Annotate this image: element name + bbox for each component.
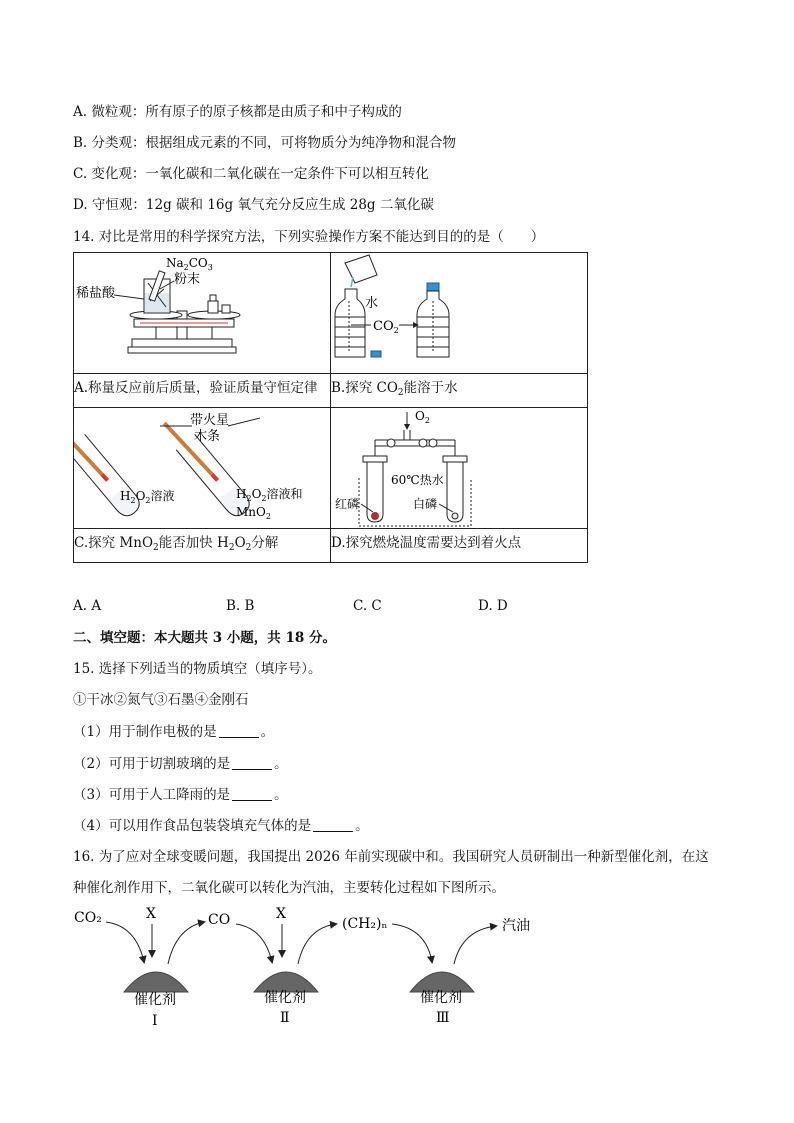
q14-options bbox=[73, 598, 573, 618]
q15-item-3: （3）可用于人工降雨的是 。 bbox=[73, 787, 288, 803]
catalyst-dome-1 bbox=[124, 972, 188, 992]
label-o2: $O_2$ bbox=[415, 409, 430, 425]
label-h2o2-solution: $H_2O_2$溶液 bbox=[120, 489, 175, 505]
catalyst-process-diagram bbox=[60, 900, 580, 1030]
bottle-figure bbox=[331, 253, 531, 373]
q13-option-c: C. 变化观：一氧化碳和二氧化碳在一定条件下可以相互转化 bbox=[73, 166, 429, 182]
cell-d-figure bbox=[331, 408, 588, 529]
q13-option-d: D. 守恒观：12g 碳和 16g 氧气充分反应生成 28g 二氧化碳 bbox=[73, 197, 434, 213]
section-heading: 二、填空题：本大题共 3 小题，共 18 分。 bbox=[73, 630, 336, 646]
cell-c-figure bbox=[74, 408, 331, 529]
label-x-2: X bbox=[276, 906, 286, 922]
label-roman-3: Ⅲ bbox=[436, 1010, 450, 1026]
label-white-phosphorus: 白磷 bbox=[413, 497, 438, 511]
test-tube-figure bbox=[74, 408, 330, 532]
label-co2: $CO_2$ bbox=[373, 319, 399, 335]
label-catalyst-1: 催化剂 bbox=[134, 992, 176, 1008]
q15-stem: 15. 选择下列适当的物质填空（填序号）。 bbox=[73, 661, 322, 677]
label-red-phosphorus: 红磷 bbox=[335, 497, 360, 511]
label-mno2: MnO$_2$ bbox=[236, 505, 271, 521]
q15-item-1: （1）用于制作电极的是 。 bbox=[73, 724, 275, 740]
q14-option-a[interactable]: A. A bbox=[73, 598, 102, 614]
label-catalyst-3: 催化剂 bbox=[420, 990, 462, 1006]
label-splint-2: 木条 bbox=[194, 429, 221, 444]
cell-a-figure bbox=[74, 253, 331, 374]
q15-substances: ①干冰②氮气③石墨④金刚石 bbox=[73, 692, 249, 708]
label-roman-2: Ⅱ bbox=[280, 1010, 290, 1026]
catalyst-dome-3 bbox=[410, 972, 474, 992]
label-h2o2-and: $H_2O_2$溶液和 bbox=[236, 487, 303, 503]
label-catalyst-2: 催化剂 bbox=[264, 990, 306, 1006]
label-dilute-hcl: 稀盐酸 bbox=[76, 286, 116, 301]
q13-option-b: B. 分类观：根据组成元素的不同，可将物质分为纯净物和混合物 bbox=[73, 135, 457, 151]
answer-blank[interactable] bbox=[232, 787, 272, 801]
cell-b-caption: B.探究 $CO_2$能溶于水 bbox=[331, 374, 588, 408]
combustion-figure bbox=[331, 408, 531, 532]
balance-figure bbox=[74, 253, 330, 373]
label-hot-water: 60℃热水 bbox=[391, 473, 444, 487]
answer-blank[interactable] bbox=[313, 818, 353, 832]
label-co: CO bbox=[208, 912, 231, 928]
label-powder: 粉末 bbox=[174, 272, 201, 287]
q14-experiment-table bbox=[73, 252, 588, 563]
label-splint-1: 带火星 bbox=[190, 413, 230, 428]
q15-item-4: （4）可以用作食品包装袋填充气体的是 。 bbox=[73, 818, 369, 834]
cell-a-caption: A.称量反应前后质量，验证质量守恒定律 bbox=[74, 374, 331, 408]
q14-option-c[interactable]: C. C bbox=[353, 598, 382, 614]
q14-option-b[interactable]: B. B bbox=[226, 598, 255, 614]
cell-b-figure bbox=[331, 253, 588, 374]
label-gasoline: 汽油 bbox=[502, 918, 530, 934]
answer-blank[interactable] bbox=[232, 756, 272, 770]
q15-item-2: （2）可用于切割玻璃的是 。 bbox=[73, 756, 288, 772]
catalyst-dome-2 bbox=[254, 972, 318, 992]
cell-c-caption: C.探究 MnO$_2$能否加快 $H_2O_2$分解 bbox=[74, 529, 331, 563]
label-roman-1: Ⅰ bbox=[152, 1013, 158, 1029]
q16-line-1: 16. 为了应对全球变暖问题，我国提出 2026 年前实现碳中和。我国研究人员研制出一种新型催化剂，在这 bbox=[73, 849, 709, 865]
label-water: 水 bbox=[365, 296, 379, 311]
label-x-1: X bbox=[146, 906, 156, 922]
label-na2co3: $Na_2CO_3$ bbox=[166, 256, 213, 272]
label-co2: CO₂ bbox=[74, 910, 102, 926]
q14-option-d[interactable]: D. D bbox=[478, 598, 508, 614]
label-ch2n: (CH₂)ₙ bbox=[342, 916, 388, 932]
cell-d-caption: D.探究燃烧温度需要达到着火点 bbox=[331, 529, 588, 563]
q14-stem: 14. 对比是常用的科学探究方法，下列实验操作方案不能达到目的的是（ ） bbox=[73, 229, 545, 245]
answer-blank[interactable] bbox=[219, 724, 259, 738]
q16-line-2: 种催化剂作用下，二氧化碳可以转化为汽油，主要转化过程如下图所示。 bbox=[73, 880, 505, 896]
q13-option-a: A. 微粒观：所有原子的原子核都是由质子和中子构成的 bbox=[73, 104, 402, 120]
